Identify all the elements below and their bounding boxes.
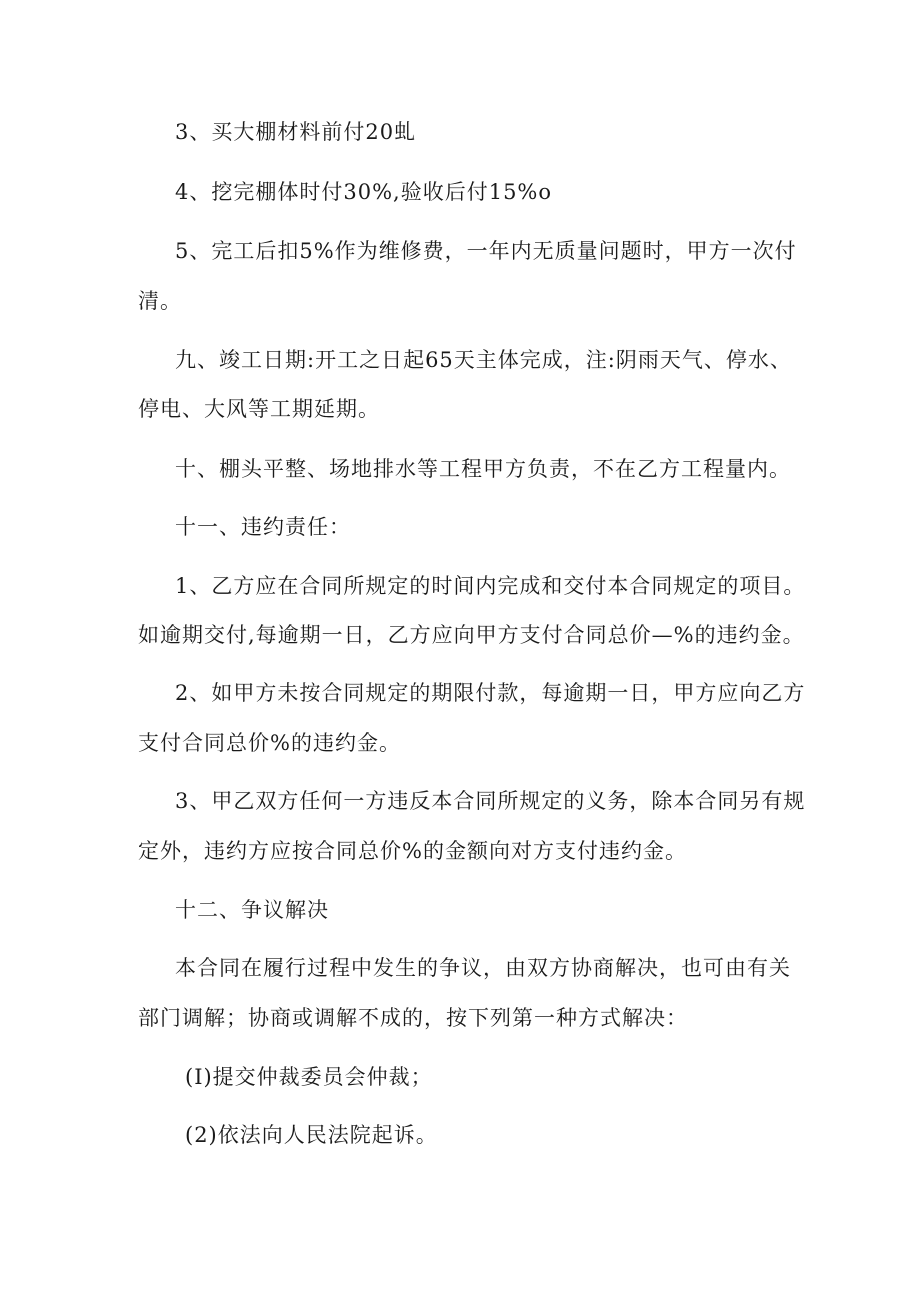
breach-3-line-1: 3、甲乙双方任何一方违反本合同所规定的义务，除本合同另有规	[175, 789, 806, 813]
dispute-line-1: 本合同在履行过程中发生的争议，由双方协商解决，也可由有关	[175, 956, 791, 980]
dispute-line-2: 部门调解；协商或调解不成的，按下列第一种方式解决：	[138, 1006, 688, 1030]
payment-item-5-line-2: 清。	[138, 289, 182, 313]
breach-2-line-2: 支付合同总价%的违约金。	[138, 731, 401, 755]
clause-10: 十、棚头平整、场地排水等工程甲方负责，不在乙方工程量内。	[175, 457, 791, 481]
clause-9-line-2: 停电、大风等工期延期。	[138, 397, 380, 421]
dispute-option-1: (I)提交仲裁委员会仲裁；	[185, 1065, 433, 1089]
clause-11-heading: 十一、违约责任：	[175, 515, 351, 539]
payment-item-3: 3、买大棚材料前付20虬	[175, 120, 417, 144]
payment-item-5-line-1: 5、完工后扣5%作为维修费，一年内无质量问题时，甲方一次付	[175, 239, 797, 263]
payment-item-4: 4、挖完棚体时付30%,验收后付15%o	[175, 180, 553, 204]
clause-12-heading: 十二、争议解决	[175, 898, 329, 922]
breach-1-line-2: 如逾期交付,每逾期一日，乙方应向甲方支付合同总价—%的违约金。	[138, 623, 805, 647]
breach-2-line-1: 2、如甲方未按合同规定的期限付款，每逾期一日，甲方应向乙方	[175, 681, 806, 705]
breach-1-line-1: 1、乙方应在合同所规定的时间内完成和交付本合同规定的项目。	[175, 574, 806, 598]
clause-9-line-1: 九、竣工日期:开工之日起65天主体完成，注:阴雨天气、停水、	[175, 348, 792, 372]
breach-3-line-2: 定外，违约方应按合同总价%的金额向对方支付违约金。	[138, 839, 687, 863]
dispute-option-2: (2)依法向人民法院起诉。	[185, 1123, 438, 1147]
